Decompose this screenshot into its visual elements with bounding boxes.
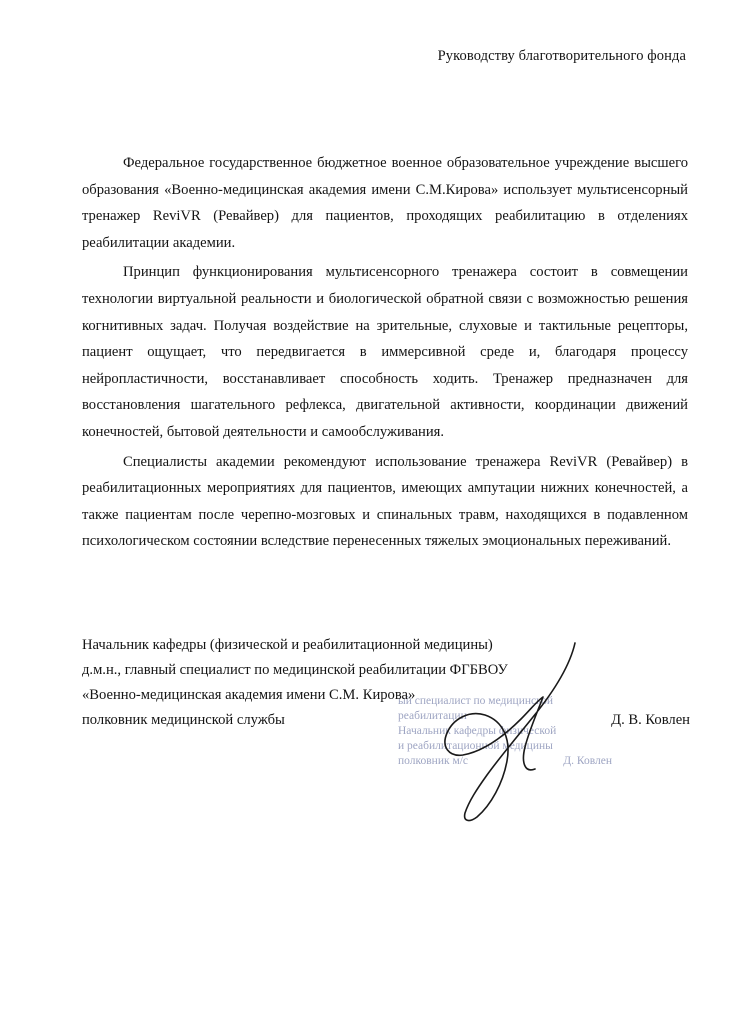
letter-body: [82, 150, 688, 557]
signer-name: Д. В. Ковлен: [611, 712, 690, 728]
addressee-line: Руководству благотворительного фонда: [437, 48, 686, 64]
stamp-line-2: реабилитации: [398, 710, 467, 722]
body-paragraph-2: Принцип функционирования мультисенсорного тренажера состоит в совмещении технологии виртуальной реальности и биологической обратной связи с возможностью решения когнитивных задач. Получая воздействие на зрительные, слуховые и тактильные рецепторы, пациент ощущает, что передвигается в иммерсивной среде и, благодаря процессу нейропластичности, восстанавливает способность ходить. Тренажер предназначен для восстановления шагательного рефлекса, двигательной активности, координации движений конечностей, бытовой деятельности и самообслуживания.: [82, 264, 688, 440]
signer-position: Начальник кафедры (физической и реабилитационной медицины): [82, 637, 493, 653]
body-paragraph-3: Специалисты академии рекомендуют использование тренажера ReviVR (Ревайвер) в реабилитационных мероприятиях для пациентов, имеющих ампутации нижних конечностей, а также пациентам после черепно-мозговых и спинальных травм, находящихся в подавленном психологическом состоянии вследствие перенесенных тяжелых эмоциональных переживаний.: [82, 453, 688, 550]
signature-block: [82, 633, 690, 733]
stamp-line-3: Начальник кафедры физической: [398, 725, 557, 737]
signer-rank-row: [82, 708, 690, 733]
signer-degree: д.м.н., главный специалист по медицинской реабилитации ФГБВОУ: [82, 662, 508, 678]
handwritten-signature: [425, 635, 595, 825]
body-paragraph-1: Федеральное государственное бюджетное военное образовательное учреждение высшего образования «Военно-медицинская академия имени С.М.Кирова» использует мультисенсорный тренажер ReviVR (Ревайвер) для пациентов, проходящих реабилитацию в отделениях реабилитации академии.: [82, 155, 688, 251]
signer-rank: полковник медицинской службы: [82, 712, 285, 728]
stamp-line-4: и реабилитационной медицины: [398, 740, 553, 752]
signer-organization: «Военно-медицинская академия имени С.М. Кирова»: [82, 687, 416, 703]
stamp-line-1: ый специалист по медицинской: [398, 695, 554, 707]
stamp-rank: полковник м/с: [398, 755, 469, 767]
stamp-name: Д. Ковлен: [563, 755, 612, 767]
